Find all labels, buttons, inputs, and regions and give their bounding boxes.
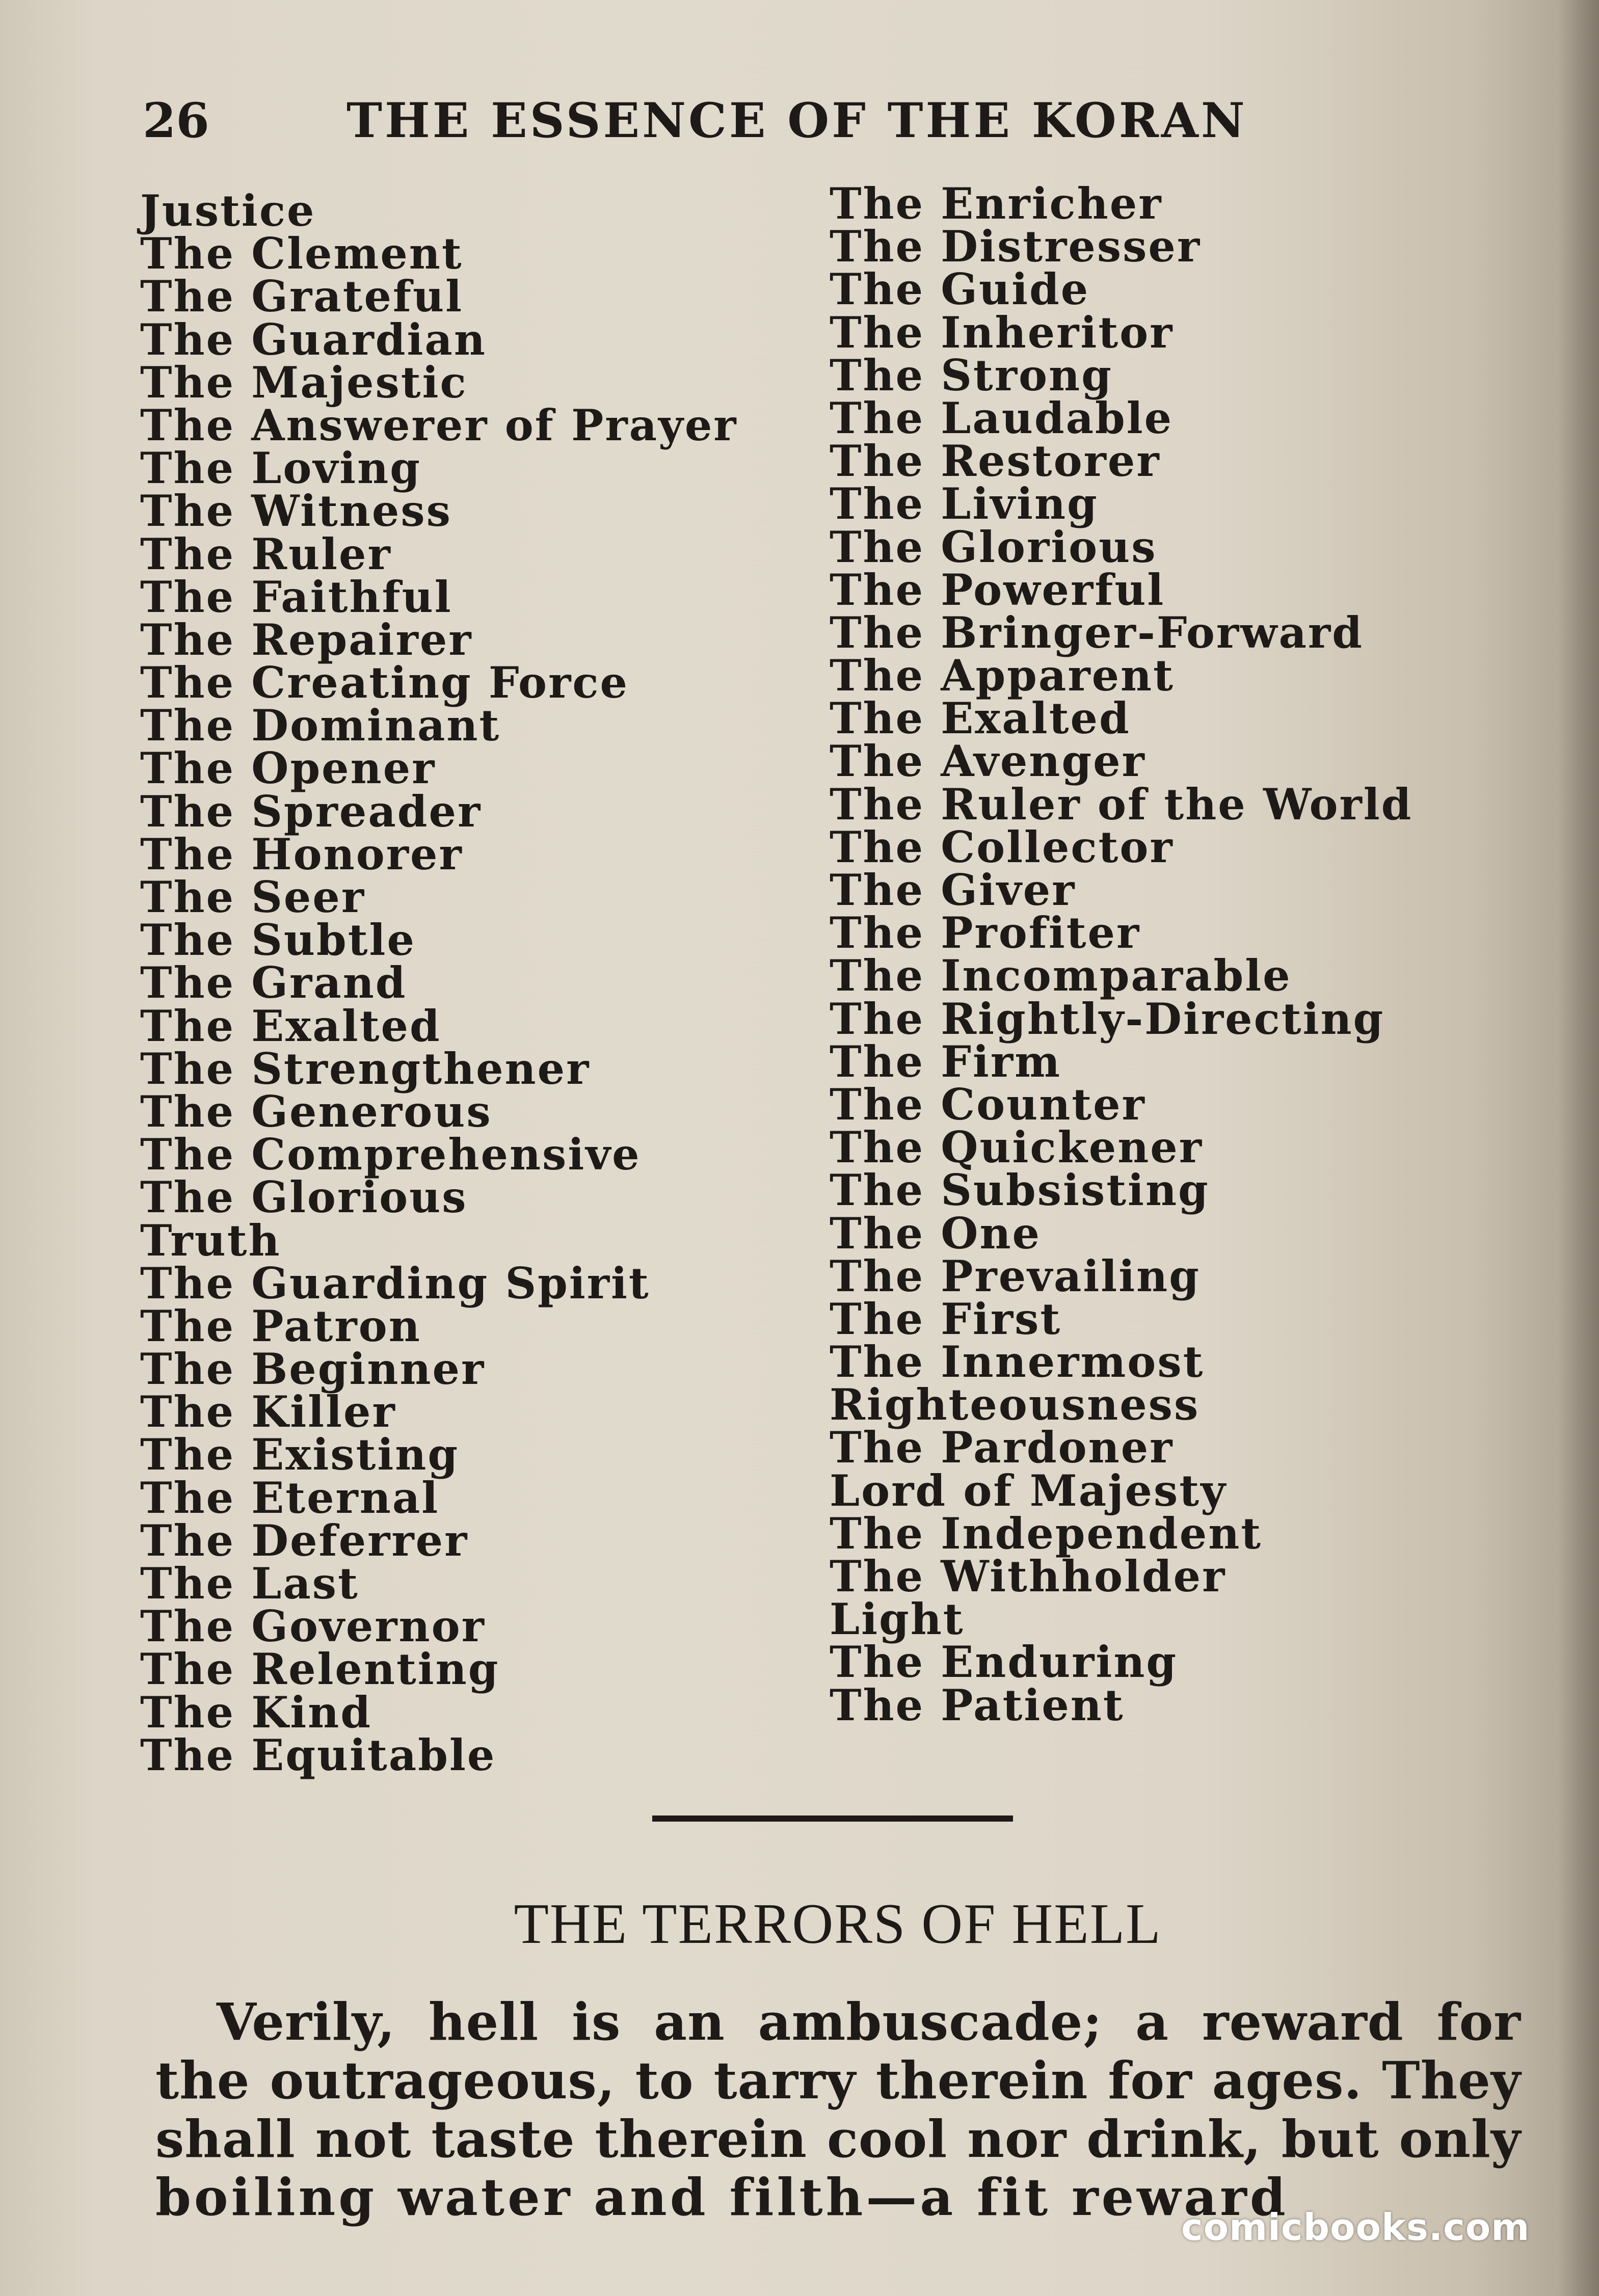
divine-name-item: The Kind bbox=[140, 1687, 372, 1738]
divine-name-item: The Generous bbox=[140, 1086, 492, 1137]
divine-name-item: The Glorious bbox=[140, 1172, 468, 1223]
divine-name-item: The Seer bbox=[140, 872, 366, 922]
divine-name-item: The Honorer bbox=[140, 829, 463, 879]
divine-name-item: The Subsisting bbox=[830, 1165, 1210, 1216]
section-divider-rule bbox=[652, 1816, 1013, 1822]
section-heading: THE TERRORS OF HELL bbox=[514, 1892, 1162, 1956]
divine-name-item: The Exalted bbox=[830, 693, 1131, 744]
divine-name-item: The Relenting bbox=[140, 1644, 500, 1695]
divine-name-item: The Ruler bbox=[140, 528, 392, 579]
page-number: 26 bbox=[143, 93, 209, 149]
divine-name-item: The Grand bbox=[140, 957, 407, 1008]
divine-name-item: The Guarding Spirit bbox=[140, 1258, 650, 1309]
divine-name-item: The Answerer of Prayer bbox=[140, 399, 738, 450]
divine-name-item: The Firm bbox=[830, 1036, 1061, 1087]
watermark: comicbooks.com bbox=[1181, 2206, 1530, 2249]
divine-name-item: Light bbox=[830, 1594, 965, 1645]
divine-name-item: The Giver bbox=[830, 865, 1076, 915]
divine-name-item: The Enricher bbox=[830, 178, 1163, 229]
divine-name-item: The Powerful bbox=[830, 564, 1165, 615]
divine-name-item: The Ruler of the World bbox=[830, 779, 1413, 830]
divine-name-item: The Avenger bbox=[830, 736, 1146, 787]
divine-name-item: The Independent bbox=[830, 1508, 1263, 1559]
divine-name-item: The Quickener bbox=[830, 1122, 1203, 1173]
divine-name-item: The Grateful bbox=[140, 271, 464, 322]
divine-name-item: The Inheritor bbox=[830, 307, 1174, 358]
divine-name-item: The Living bbox=[830, 478, 1099, 529]
divine-name-item: The Guardian bbox=[140, 314, 487, 365]
divine-name-item: The Governor bbox=[140, 1601, 486, 1652]
divine-name-item: The One bbox=[830, 1208, 1041, 1259]
divine-name-item: The Prevailing bbox=[830, 1250, 1201, 1301]
names-left-column bbox=[140, 185, 818, 1780]
divine-name-item: The First bbox=[830, 1293, 1062, 1344]
divine-name-item: The Innermost bbox=[830, 1337, 1205, 1387]
divine-name-item: The Apparent bbox=[830, 650, 1175, 701]
paragraph-line: boiling water and filth—a fit reward bbox=[155, 2167, 1289, 2227]
divine-name-item: The Glorious bbox=[830, 521, 1157, 572]
divine-name-item: The Spreader bbox=[140, 786, 482, 837]
divine-name-item: The Profiter bbox=[830, 907, 1141, 958]
divine-name-item: The Strong bbox=[830, 350, 1113, 401]
divine-name-item: The Bringer-Forward bbox=[830, 607, 1364, 658]
divine-name-item: The Guide bbox=[830, 264, 1090, 315]
divine-name-item: The Counter bbox=[830, 1079, 1146, 1130]
divine-name-item: The Beginner bbox=[140, 1344, 486, 1395]
divine-name-item: The Exalted bbox=[140, 1000, 441, 1051]
divine-name-item: The Killer bbox=[140, 1386, 396, 1437]
divine-name-item: The Eternal bbox=[140, 1472, 440, 1523]
divine-name-item: The Rightly-Directing bbox=[830, 993, 1385, 1044]
divine-name-item: The Witness bbox=[140, 486, 452, 537]
paragraph-line: shall not taste therein cool nor drink, but only bbox=[155, 2109, 1521, 2169]
paragraph-line: the outrageous, to tarry therein for ages. They bbox=[155, 2050, 1521, 2111]
divine-name-item: The Repairer bbox=[140, 614, 473, 665]
divine-name-item: The Strengthener bbox=[140, 1043, 591, 1094]
divine-name-item: The Loving bbox=[140, 443, 421, 494]
divine-name-item: The Existing bbox=[140, 1429, 460, 1480]
divine-name-item: The Majestic bbox=[140, 357, 468, 408]
divine-name-item: The Comprehensive bbox=[140, 1129, 641, 1180]
divine-name-item: The Laudable bbox=[830, 392, 1174, 443]
divine-name-item: The Last bbox=[140, 1558, 359, 1609]
divine-name-item: The Patron bbox=[140, 1300, 421, 1351]
divine-name-item: The Clement bbox=[140, 228, 463, 279]
divine-name-item: The Enduring bbox=[830, 1637, 1178, 1688]
divine-name-item: The Equitable bbox=[140, 1729, 496, 1780]
divine-name-item: The Dominant bbox=[140, 700, 501, 751]
running-title: THE ESSENCE OF THE KORAN bbox=[347, 93, 1247, 149]
divine-name-item: The Patient bbox=[830, 1679, 1125, 1730]
divine-name-item: The Creating Force bbox=[140, 657, 629, 708]
paragraph-line: Verily, hell is an ambuscade; a reward for bbox=[217, 1992, 1521, 2052]
divine-name-item: The Subtle bbox=[140, 915, 416, 966]
divine-name-item: The Restorer bbox=[830, 436, 1161, 487]
divine-name-item: Truth bbox=[140, 1215, 281, 1266]
divine-name-item: The Opener bbox=[140, 743, 436, 794]
divine-name-item: Justice bbox=[140, 185, 316, 236]
divine-name-item: The Withholder bbox=[830, 1551, 1227, 1601]
divine-name-item: The Faithful bbox=[140, 571, 452, 622]
divine-name-item: The Incomparable bbox=[830, 950, 1292, 1001]
divine-name-item: The Collector bbox=[830, 821, 1174, 872]
divine-name-item: The Distresser bbox=[830, 221, 1202, 272]
divine-name-item: The Pardoner bbox=[830, 1422, 1174, 1473]
divine-name-item: Righteousness bbox=[830, 1379, 1200, 1430]
names-right-column bbox=[830, 178, 1517, 1730]
divine-name-item: The Deferrer bbox=[140, 1515, 469, 1566]
divine-name-item: Lord of Majesty bbox=[830, 1465, 1227, 1516]
